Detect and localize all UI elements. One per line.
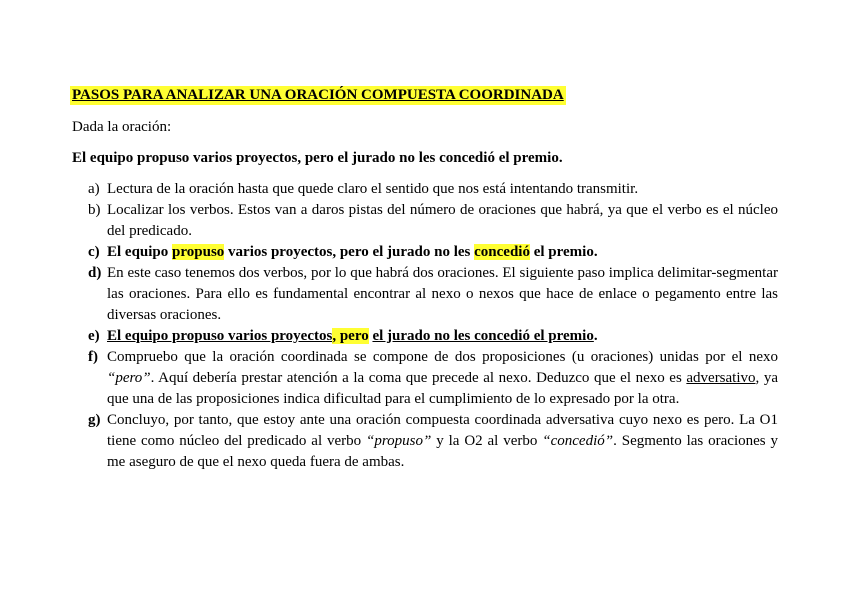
step-text: Compruebo que la oración coordinada se compone de dos proposiciones (u oraciones) unidas por el nexo — [107, 349, 778, 365]
clause-one: El equipo propuso varios proyectos — [107, 328, 333, 344]
step-marker: a) — [88, 181, 100, 197]
nexo-highlight: , pero — [332, 328, 369, 344]
step-d — [88, 263, 778, 326]
verb-highlight: concedió — [474, 244, 530, 260]
step-text: . Segmento las oraciones y me aseguro de que el nexo queda fuera de ambas. — [107, 433, 778, 470]
step-text: el premio. — [529, 244, 598, 260]
step-a — [88, 179, 778, 200]
steps-list — [88, 179, 778, 473]
underlined-word: adversativo — [686, 370, 756, 386]
step-marker: g) — [88, 412, 101, 428]
quoted-word: “pero” — [107, 370, 151, 386]
step-marker: b) — [88, 202, 101, 218]
step-text: . Aquí debería prestar atención a la coma que precede al nexo. Deduzco que el nexo es — [150, 370, 687, 386]
step-marker: d) — [88, 265, 102, 281]
step-f — [88, 347, 778, 410]
step-text: El equipo — [107, 244, 173, 260]
quoted-word: “concedió” — [542, 433, 614, 449]
step-text: En este caso tenemos dos verbos, por lo que habrá dos oraciones. El siguiente paso implica delimitar-segmentar las oraciones. Para ello es fundamental encontrar al nexo o nexos que hace de enlace o pegamento entre las diversas oraciones. — [107, 265, 778, 323]
step-marker: f) — [88, 349, 98, 365]
clause-two: el jurado no les concedió el premio — [372, 328, 594, 344]
quoted-word: “propuso” — [366, 433, 432, 449]
step-b — [88, 200, 778, 242]
verb-highlight: propuso — [172, 244, 225, 260]
step-text: y la O2 al verbo — [431, 433, 543, 449]
step-g — [88, 410, 778, 473]
step-text: Lectura de la oración hasta que quede claro el sentido que nos está intentando transmitir. — [107, 181, 639, 197]
step-marker: c) — [88, 244, 100, 260]
step-text: Concluyo, por tanto, que estoy ante una oración compuesta coordinada adversativa cuyo nexo es pero. La O1 tiene como núcleo del predicado al verbo — [107, 412, 778, 449]
step-marker: e) — [88, 328, 100, 344]
step-c — [88, 242, 778, 263]
page-title: PASOS PARA ANALIZAR UNA ORACIÓN COMPUESTA COORDINADA — [72, 87, 564, 103]
intro-text: Dada la oración: — [72, 119, 172, 135]
step-text: , ya que una de las proposiciones indica dificultad para el cumplimiento de lo expresado por la otra. — [107, 370, 778, 407]
step-text: varios proyectos, pero el jurado no les — [224, 244, 475, 260]
example-sentence: El equipo propuso varios proyectos, pero el jurado no les concedió el premio. — [72, 150, 563, 166]
step-text: . — [593, 328, 598, 344]
step-e — [88, 326, 778, 347]
step-text: Localizar los verbos. Estos van a daros pistas del número de oraciones que habrá, ya que el verbo es el núcleo del predicado. — [107, 202, 778, 239]
